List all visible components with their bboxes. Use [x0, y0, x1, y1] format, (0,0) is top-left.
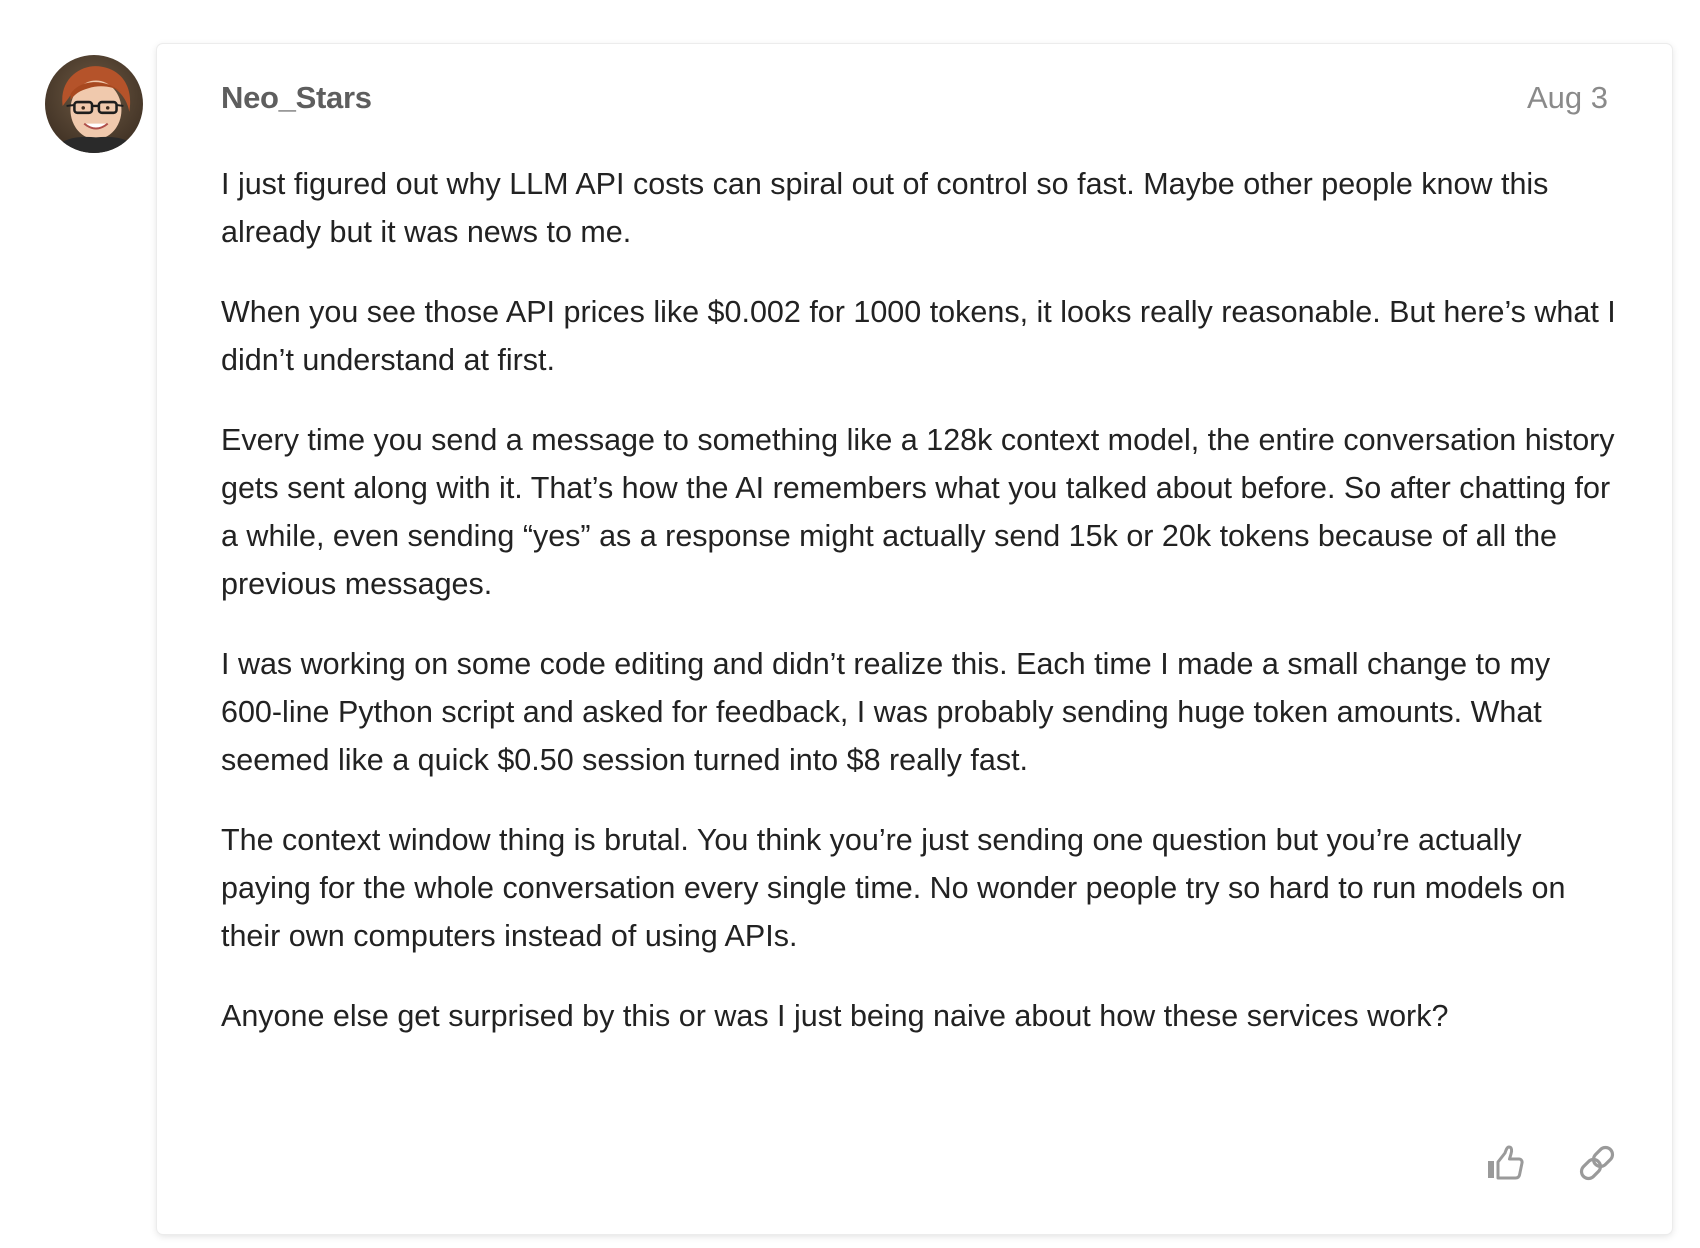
post-paragraph: Anyone else get surprised by this or was I just being naive about how these services work?: [221, 999, 1449, 1033]
link-icon: [1577, 1143, 1617, 1183]
user-avatar-icon: [45, 55, 143, 153]
post-paragraph: I just figured out why LLM API costs can spiral out of control so fast. Maybe other people know this already but it was news to me.: [221, 167, 1549, 249]
post-paragraph: I was working on some code editing and didn’t realize this. Each time I made a small change to my 600-line Python script and asked for feedback, I was probably sending huge token amounts. What seemed like a quick $0.50 session turned into $8 really fast.: [221, 647, 1551, 777]
like-button[interactable]: [1484, 1142, 1526, 1184]
user-avatar[interactable]: [45, 55, 143, 153]
post-paragraph: The context window thing is brutal. You think you’re just sending one question but you’re actually paying for the whole conversation every single time. No wonder people try so hard to run models on their own computers instead of using APIs.: [221, 823, 1566, 953]
post-paragraph: When you see those API prices like $0.002 for 1000 tokens, it looks really reasonable. But here’s what I didn’t understand at first.: [221, 295, 1616, 377]
post-card: [157, 44, 1672, 1234]
post-date[interactable]: Aug 3: [1526, 80, 1608, 115]
post-paragraph: Every time you send a message to something like a 128k context model, the entire conversation history gets sent along with it. That’s how the AI remembers what you talked about before. So after chatting for a while, even sending “yes” as a response might actually send 15k or 20k tokens because of all the previous messages.: [221, 423, 1615, 601]
post-actions: [1484, 1142, 1618, 1184]
post-body: [221, 160, 1616, 1072]
thumbs-up-icon: [1485, 1143, 1525, 1183]
share-link-button[interactable]: [1576, 1142, 1618, 1184]
post-author-username[interactable]: Neo_Stars: [221, 80, 372, 115]
